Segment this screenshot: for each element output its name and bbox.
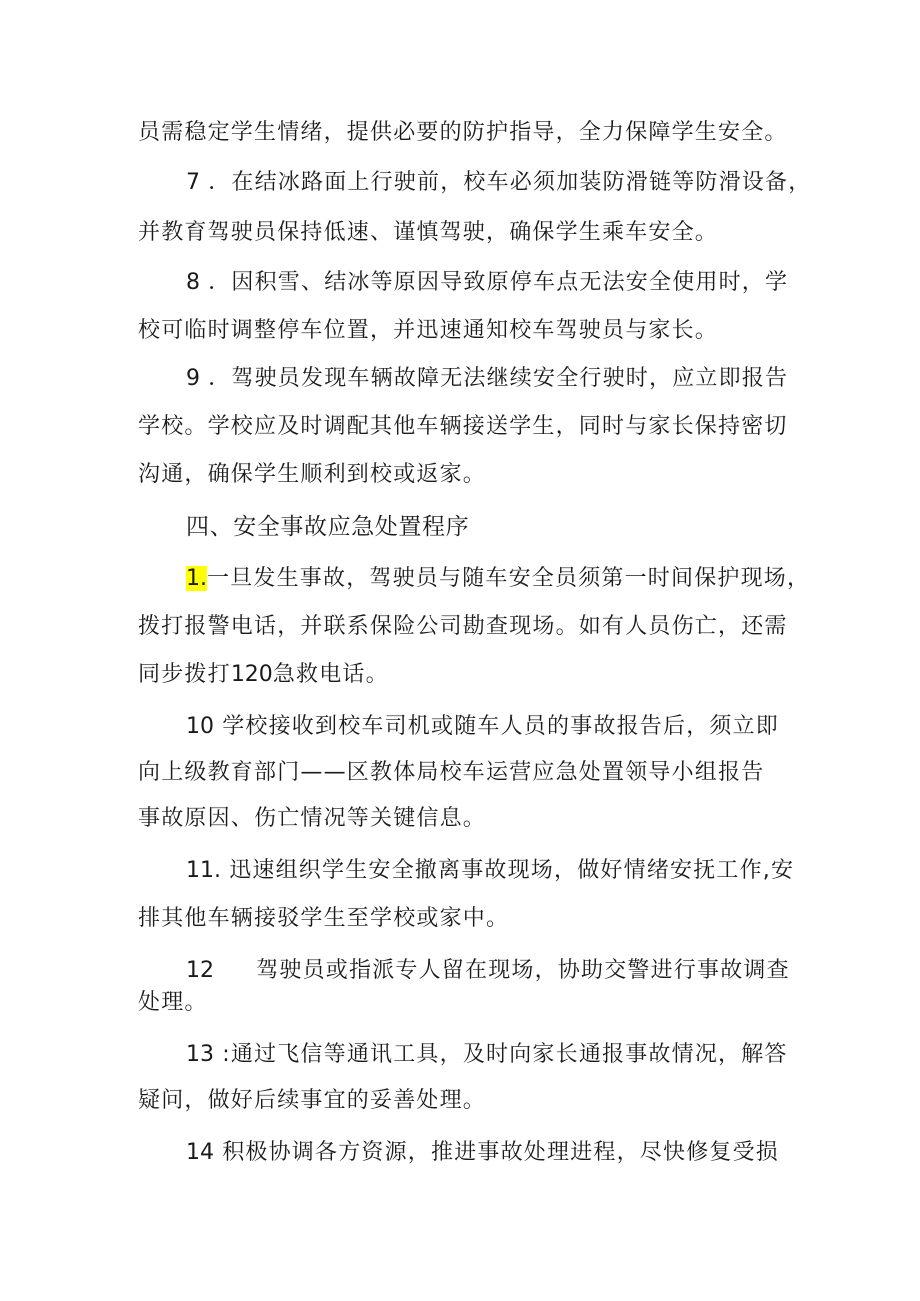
item-9-line-2 xyxy=(138,412,788,442)
text-span: 学校。学校应及时调配其他车辆接送学生，同时与家长保持密切 xyxy=(138,414,788,439)
item-8-line-1 xyxy=(186,268,788,298)
text-span: 拨打报警电话，并联系保险公司勘查现场。如有人员伤亡，还需 xyxy=(138,614,788,639)
step-10-line-2 xyxy=(138,758,764,788)
item-9-line-3 xyxy=(138,460,486,490)
emergency-number: 120 xyxy=(230,662,273,687)
text-span: 向上级教育部门——区教体局校车运营应急处置领导小组报告 xyxy=(138,760,765,785)
step-1-line-1 xyxy=(186,564,810,594)
text-span: 疑问，做好后续事宜的妥善处理。 xyxy=(138,1088,487,1113)
item-number: 9 xyxy=(186,366,200,391)
item-8-line-2 xyxy=(138,316,718,346)
item-9-line-1 xyxy=(186,364,788,394)
section-heading xyxy=(186,512,469,542)
text-span: 一旦发生事故，驾驶员与随车安全员须第一时间保护现场， xyxy=(207,566,811,591)
item-number: 7 xyxy=(186,170,200,195)
text-span: ．因积雪、结冰等原因导致原停车点无法安全使用时，学 xyxy=(208,270,789,295)
item-7-line-1 xyxy=(186,168,811,198)
step-11-line-2 xyxy=(138,904,509,934)
text-span: 并教育驾驶员保持低速、谨慎驾驶，确保学生乘车安全。 xyxy=(138,220,719,245)
step-number: 13 xyxy=(186,1042,214,1067)
step-12-line-1 xyxy=(186,956,790,986)
step-12-line-2 xyxy=(138,988,208,1018)
text-span: 校可临时调整停车位置，并迅速通知校车驾驶员与家长。 xyxy=(138,318,719,343)
step-number: 12 xyxy=(186,958,214,983)
step-number: 11. xyxy=(186,858,221,883)
text-span: 学校接收到校车司机或随车人员的事故报告后，须立即 xyxy=(222,714,780,739)
text-span: 急救电话。 xyxy=(272,662,389,687)
text-span: :通过飞信等通讯工具，及时向家长通报事故情况，解答 xyxy=(222,1042,788,1067)
text-span: ．在结冰路面上行驶前，校车必须加装防滑链等防滑设备， xyxy=(208,170,812,195)
step-13-line-1 xyxy=(186,1040,788,1070)
text-span: 积极协调各方资源，推进事故处理进程，尽快修复受损 xyxy=(222,1140,780,1165)
text-span: 驾驶员或指派专人留在现场，协助交警进行事故调查 xyxy=(256,958,790,983)
step-1-line-2 xyxy=(138,612,788,642)
step-11-line-1 xyxy=(186,856,794,886)
text-span: 事故原因、伤亡情况等关键信息。 xyxy=(138,806,487,831)
step-1-line-3 xyxy=(138,660,389,690)
step-13-line-2 xyxy=(138,1086,486,1116)
text-span: 处理。 xyxy=(138,990,208,1015)
text-span: 迅速组织学生安全撤离事故现场，做好情绪安抚工作,安 xyxy=(229,858,795,883)
highlighted-step-number: 1. xyxy=(186,566,207,591)
heading-text: 四、安全事故应急处置程序 xyxy=(186,514,470,540)
text-span: ．驾驶员发现车辆故障无法继续安全行驶时，应立即报告 xyxy=(208,366,789,391)
item-number: 8 xyxy=(186,270,200,295)
step-10-line-3 xyxy=(138,804,486,834)
text-span: 员需稳定学生情绪，提供必要的防护指导，全力保障学生安全。 xyxy=(138,120,788,145)
text-span: 沟通，确保学生顺利到校或返家。 xyxy=(138,462,487,487)
text-span: 排其他车辆接驳学生至学校或家中。 xyxy=(138,906,510,931)
item-7-line-2 xyxy=(138,218,718,248)
step-number: 10 xyxy=(186,714,214,739)
step-10-line-1 xyxy=(186,712,779,742)
paragraph-intro-line-1 xyxy=(138,118,788,148)
text-span: 同步拨打 xyxy=(138,662,231,687)
step-14-line-1 xyxy=(186,1138,779,1168)
step-number: 14 xyxy=(186,1140,214,1165)
